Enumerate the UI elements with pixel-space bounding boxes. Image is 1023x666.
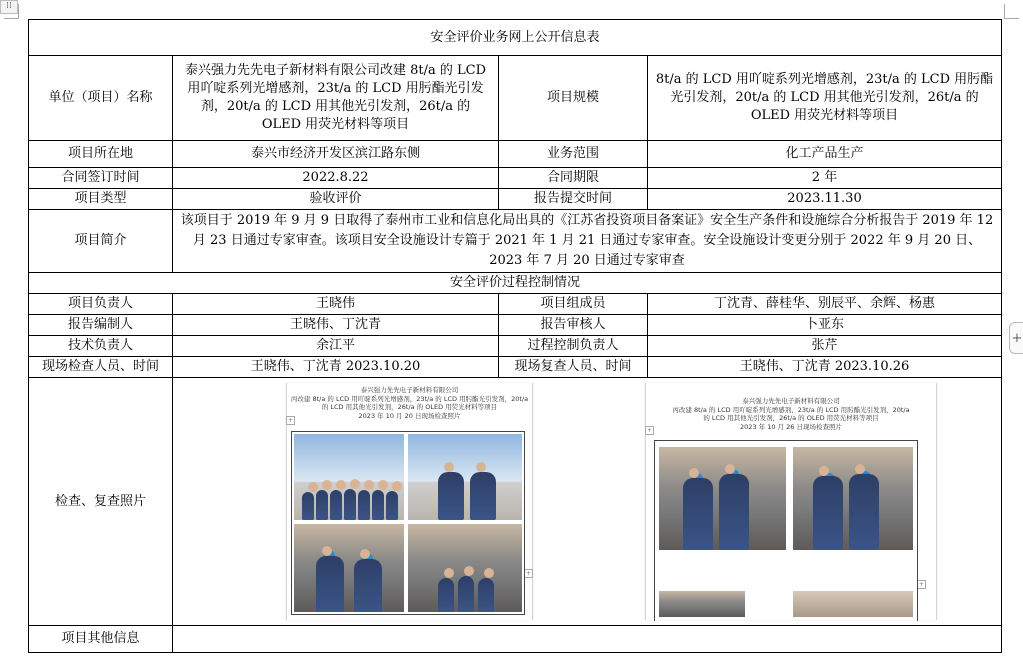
recheck-value: 王晓伟、丁沈青 2023.10.26	[648, 357, 1002, 378]
leader-value: 王晓伟	[173, 294, 499, 315]
image-plus-icon: +	[525, 570, 532, 577]
inspect-value: 王晓伟、丁沈青 2023.10.20	[173, 357, 499, 378]
reviewer-value: 卜亚东	[648, 315, 1002, 336]
photo-company: 泰兴强力先先电子新材料有限公司	[742, 397, 840, 405]
site-photo-2	[408, 524, 522, 612]
group-photo-2	[408, 434, 522, 520]
members-label: 项目组成员	[499, 294, 648, 315]
tech-lead-value: 余江平	[173, 336, 499, 357]
sign-date-value: 2022.8.22	[173, 168, 499, 189]
image-plus-icon: +	[287, 417, 294, 424]
location-value: 泰兴市经济开发区滨江路东侧	[173, 141, 499, 168]
project-type-label: 项目类型	[29, 189, 173, 210]
recheck-photo-1	[659, 447, 786, 550]
site-photo-1	[294, 524, 404, 612]
recheck-photo-page	[645, 383, 937, 620]
recheck-photo-2	[793, 447, 913, 550]
scale-label: 项目规模	[499, 56, 648, 141]
photo-grid	[291, 431, 525, 615]
leader-label: 项目负责人	[29, 294, 173, 315]
members-value: 丁沈青、薛桂华、别辰平、余辉、杨惠	[648, 294, 1002, 315]
other-info-value	[173, 626, 1002, 653]
photo-date-caption: 2023 年 10 月 20 日现场检查照片	[358, 411, 461, 420]
inspect-label: 现场检查人员、时间	[29, 357, 173, 378]
project-type-value: 验收评价	[173, 189, 499, 210]
contract-term-label: 合同期限	[499, 168, 648, 189]
sign-date-label: 合同签订时间	[29, 168, 173, 189]
author-label: 报告编制人	[29, 315, 173, 336]
add-column-plus-icon[interactable]: +	[1009, 322, 1023, 354]
group-photo-1	[294, 434, 404, 520]
inspection-photo-page	[286, 383, 533, 620]
control-lead-label: 过程控制负责人	[499, 336, 648, 357]
info-table	[28, 19, 1002, 653]
photos-cell	[173, 378, 1002, 626]
image-plus-icon: +	[646, 427, 653, 434]
author-value: 王晓伟、丁沈青	[173, 315, 499, 336]
photo-grid	[654, 440, 918, 621]
intro-label: 项目简介	[29, 210, 173, 273]
photo-caption-line: 的 LCD 用其他光引发剂，26t/a 的 OLED 用荧光材料等项目	[321, 403, 498, 411]
photo-date-caption: 2023 年 10 月 26 日现场检查照片	[740, 422, 842, 431]
reviewer-label: 报告审核人	[499, 315, 648, 336]
control-lead-value: 张芹	[648, 336, 1002, 357]
page-corner-mark	[1004, 4, 1019, 19]
scale-value: 8t/a 的 LCD 用吖啶系列光增感剂，23t/a 的 LCD 用肟酯光引发剂，20t/a 的 LCD 用其他光引发剂，26t/a 的 OLED 用荧光材料等项目	[648, 56, 1002, 141]
table-title: 安全评价业务网上公开信息表	[29, 20, 1002, 56]
photo-caption-line: 丙改建 8t/a 的 LCD 用吖啶系列光增感剂，23t/a 的 LCD 用肟酯光引发剂，20t/a	[290, 394, 529, 403]
process-header: 安全评价过程控制情况	[29, 273, 1002, 294]
intro-value: 该项目于 2019 年 9 月 9 日取得了泰州市工业和信息化局出具的《江苏省投资项目备案证》安全生产条件和设施综合分析报告于 2019 年 12 月 23 日通过专家审查。该项目安全设施设计专篇于 2021 年 1 月 21 日通过专家审查。安全设施设计变更分别于 2022 年 9 月 20 日、2023 年 7 月 20 日通过专家审查	[173, 210, 1002, 273]
recheck-photo-3	[659, 591, 745, 617]
scope-value: 化工产品生产	[648, 141, 1002, 168]
submit-date-label: 报告提交时间	[499, 189, 648, 210]
image-plus-icon: +	[918, 581, 925, 588]
photo-company: 泰兴强力先先电子新材料有限公司	[360, 386, 459, 394]
photo-caption-line: 丙改建 8t/a 的 LCD 用吖啶系列光增感剂，23t/a 的 LCD 用肟酯光引发剂，20t/a	[672, 405, 910, 414]
tech-lead-label: 技术负责人	[29, 336, 173, 357]
photos-label: 检查、复查照片	[29, 378, 173, 626]
other-info-label: 项目其他信息	[29, 626, 173, 653]
recheck-label: 现场复查人员、时间	[499, 357, 648, 378]
table-move-handle-icon[interactable]: ⁞⁞	[0, 0, 18, 14]
unit-value: 泰兴强力先先电子新材料有限公司改建 8t/a 的 LCD 用吖啶系列光增感剂，23t/a 的 LCD 用肟酯光引发剂，20t/a 的 LCD 用其他光引发剂，26t/a 的 OLED 用荧光材料等项目	[173, 56, 499, 141]
submit-date-value: 2023.11.30	[648, 189, 1002, 210]
recheck-photo-4	[793, 591, 913, 617]
photo-caption-line: 的 LCD 用其他光引发剂，26t/a 的 OLED 用荧光材料等项目	[703, 414, 879, 422]
scope-label: 业务范围	[499, 141, 648, 168]
contract-term-value: 2 年	[648, 168, 1002, 189]
location-label: 项目所在地	[29, 141, 173, 168]
unit-label: 单位（项目）名称	[29, 56, 173, 141]
